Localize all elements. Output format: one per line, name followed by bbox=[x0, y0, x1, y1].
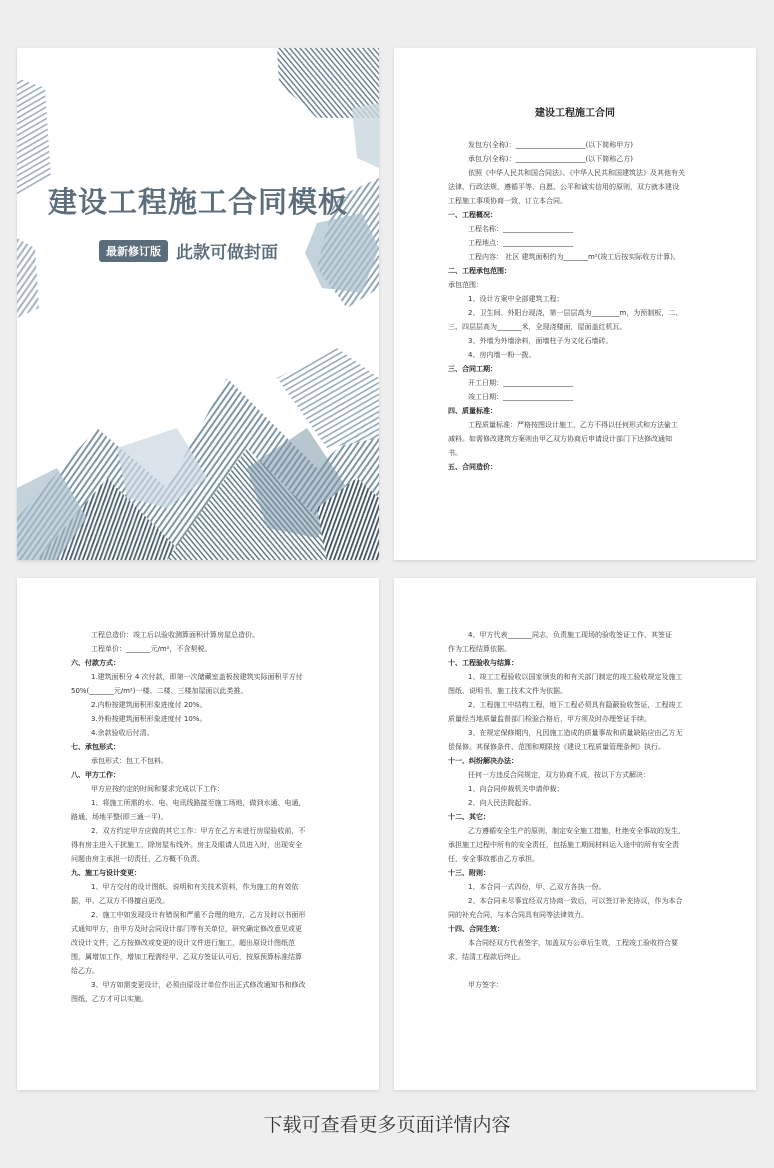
section-heading: 十一、纠纷解决办法： bbox=[448, 757, 518, 765]
text-line: 2、工程施工中结构工程，地下工程必须具有隐蔽验收签证，工程竣工 bbox=[468, 701, 683, 709]
text-line: 减料。如需修改建筑方案则由甲乙双方协商后申请设计部门下达修改通知 bbox=[448, 435, 672, 443]
text-line: 书。 bbox=[448, 449, 462, 457]
text-line: 同的补充合同，与本合同具有同等法律效力。 bbox=[448, 911, 588, 919]
contract-page-3 bbox=[394, 578, 756, 1090]
text-line: 3、甲方如需变更设计，必须由原设计单位作出正式修改通知书和修改 bbox=[91, 981, 306, 989]
section-heading: 十二、其它： bbox=[448, 813, 490, 821]
text-line: 工程单价：_______元/m²，不含契税。 bbox=[91, 645, 212, 653]
section-heading: 七、承包形式： bbox=[71, 743, 120, 751]
text-line: 开工日期：____________________ bbox=[468, 379, 573, 387]
text-line: 2、本合同未尽事宜经双方协商一致后，可以签订补充协议，作为本合 bbox=[468, 897, 683, 905]
text-line: 2、向人民法院起诉。 bbox=[468, 799, 536, 807]
text-line: 3、在规定保修期内，凡因施工造成的质量事故和质量缺陷应由乙方无 bbox=[468, 729, 683, 737]
text-line: 1、将施工所需的水、电、电讯线路接至施工场地，做到水通、电通， bbox=[91, 799, 306, 807]
text-line: 承包形式：包工不包料。 bbox=[91, 757, 168, 765]
text-line: 问题由房主承担一切责任，乙方概不负责。 bbox=[71, 855, 204, 863]
text-line: 依照《中华人民共和国合同法》、《中华人民共和国建筑法》及其他有关 bbox=[468, 169, 685, 177]
text-line: 发包方(全称)：____________________(以下简称甲方) bbox=[468, 141, 633, 149]
text-line: 1、竣工工程验收以国家颁发的和有关部门制定的竣工验收规定及施工 bbox=[468, 673, 683, 681]
text-line: 4、房内墙一粉一拨。 bbox=[468, 351, 536, 359]
section-heading: 三、合同工期： bbox=[448, 365, 497, 373]
cover-subtitle-row bbox=[99, 238, 278, 263]
text-line: 2.内粉按建筑面积形象进度付 20%。 bbox=[91, 701, 207, 709]
footer-caption: 下载可查看更多页面详情内容 bbox=[263, 1114, 511, 1136]
text-line: 2、双方约定甲方应做的其它工作：甲方在乙方未进行房屋验收前，不 bbox=[91, 827, 306, 835]
text-line: 4、甲方代表_______同志，负责施工现场的验收签证工作，其签证 bbox=[468, 631, 672, 639]
section-heading: 六、付款方式： bbox=[71, 659, 120, 667]
contract-page-2-body bbox=[71, 628, 327, 1006]
revision-badge: 最新修订版 bbox=[99, 240, 168, 262]
text-line: 三、四层层高为_______米，全现浇楼面，屋面盖红机瓦。 bbox=[448, 323, 627, 331]
section-heading: 九、施工与设计变更： bbox=[71, 869, 141, 877]
text-line: 2、施工中如发现设计有错误和严重不合理的地方，乙方及时以书面形 bbox=[91, 911, 306, 919]
text-line: 工程地点：____________________ bbox=[468, 239, 573, 247]
text-line: 甲方签字： bbox=[468, 981, 503, 989]
text-line: 1、设计方案中全部建筑工程； bbox=[468, 295, 564, 303]
text-line: 偿保修。其保修条件、范围和期限按《建设工程质量管理条例》执行。 bbox=[448, 743, 665, 751]
cover-subtitle: 此款可做封面 bbox=[176, 243, 278, 263]
section-heading: 四、质量标准： bbox=[448, 407, 497, 415]
text-line: 工程总造价：竣工后以验收测算面积计算房屋总造价。 bbox=[91, 631, 259, 639]
text-line: 承包方(全称)：____________________(以下简称乙方) bbox=[468, 155, 633, 163]
text-line: 承包范围： bbox=[448, 281, 483, 289]
text-line: 4.余款验收后付清。 bbox=[91, 729, 154, 737]
text-line: 给乙方。 bbox=[71, 967, 99, 975]
text-line: 甲方应按约定的时间和要求完成以下工作： bbox=[91, 785, 224, 793]
cover-pattern-graphic bbox=[17, 48, 379, 560]
section-heading: 五、合同造价： bbox=[448, 463, 497, 471]
text-line: 2、卫生间、外阳台现浇，第一层层高为________m，为预制板，二、 bbox=[468, 309, 683, 317]
text-line: 求，结清工程款后终止。 bbox=[448, 953, 525, 961]
contract-title: 建设工程施工合同 bbox=[535, 108, 615, 119]
contract-page-1-body bbox=[448, 138, 704, 474]
contract-page-2 bbox=[17, 578, 379, 1090]
text-line: 工程名称：____________________ bbox=[468, 225, 573, 233]
contract-page-3-body bbox=[448, 628, 704, 992]
contract-page-1 bbox=[394, 48, 756, 560]
text-line: 50%(_______元/m²)一楼、二楼、三楼加屋面以此类推。 bbox=[71, 687, 248, 695]
text-line: 路通，场地平整(即三通一平)。 bbox=[71, 813, 168, 821]
text-line: 工程内容： 社区 建筑面积约为_______m²(竣工后按实际收方计算)。 bbox=[468, 253, 681, 261]
text-line: 1、甲方交付的设计图纸、说明和有关技术资料，作为施工的有效依 bbox=[91, 883, 299, 891]
text-line: 1、向合同仲裁机关申请仲裁； bbox=[468, 785, 564, 793]
text-line: 1.建筑面积分 4 次付款，即第一次储藏室盖板按建筑实际面积平方付 bbox=[91, 673, 303, 681]
text-line: 得有房主进入干扰施工，除房屋布线外。房主及眼请人员进入时，出现安全 bbox=[71, 841, 302, 849]
text-line: 1、本合同一式四份，甲、乙双方各执一份。 bbox=[468, 883, 606, 891]
text-line: 图纸、说明书、施工技术文件为依据。 bbox=[448, 687, 567, 695]
text-line: 本合同经双方代表签字，加盖双方公章后生效，工程竣工验收符合要 bbox=[468, 939, 678, 947]
section-heading: 十三、附则： bbox=[448, 869, 490, 877]
section-heading: 十、工程验收与结算： bbox=[448, 659, 518, 667]
text-line: 乙方遵循安全生产的原则，制定安全施工措施，杜绝安全事故的发生， bbox=[468, 827, 685, 835]
section-heading: 十四、合同生效： bbox=[448, 925, 504, 933]
text-line: 3.外粉按建筑面积形象进度付 10%。 bbox=[91, 715, 207, 723]
text-line: 3、外墙为外墙涂料，面墙柱子为文化石墙砖。 bbox=[468, 337, 613, 345]
text-line: 围，属增加工作，增加工程需经甲、乙双方签证认可后，按原预算标准结算 bbox=[71, 953, 302, 961]
cover-page bbox=[17, 48, 379, 560]
section-heading: 二、工程承包范围： bbox=[448, 267, 511, 275]
text-line: 据，甲、乙双方不得擅自更改。 bbox=[71, 897, 169, 905]
text-line: 承担施工过程中所有的安全责任，包括施工期间材料运入途中的所有安全责 bbox=[448, 841, 679, 849]
text-line: 工程质量标准：严格按图设计施工，乙方不得以任何形式和方法偷工 bbox=[468, 421, 678, 429]
text-line bbox=[448, 964, 704, 978]
text-line: 图纸，乙方才可以实施。 bbox=[71, 995, 148, 1003]
text-line: 式通知甲方，由甲方及时会同设计部门等有关单位，研究确定修改意见或更 bbox=[71, 925, 302, 933]
cover-title: 建设工程施工合同模板 bbox=[47, 185, 348, 219]
text-line: 改设计文件，乙方按修改或变更的设计文件进行施工，超出原设计图纸范 bbox=[71, 939, 295, 947]
text-line: 质量经当地质量监督部门检验合格后，甲方须及时办理签证手续。 bbox=[448, 715, 651, 723]
text-line: 任何一方违反合同规定，双方协商不成，按以下方式解决： bbox=[468, 771, 650, 779]
text-line: 法律、行政法规，遵循平等、自愿、公平和诚实信用的原则，双方就本建设 bbox=[448, 183, 679, 191]
text-line: 任，安全事故都由乙方承担。 bbox=[448, 855, 539, 863]
section-heading: 八、甲方工作： bbox=[71, 771, 120, 779]
section-heading: 一、工程概况： bbox=[448, 211, 497, 219]
text-line: 竣工日期：____________________ bbox=[468, 393, 573, 401]
text-line: 作为工程结算依据。 bbox=[448, 645, 511, 653]
text-line: 工程施工事项协商一致，订立本合同。 bbox=[448, 197, 567, 205]
